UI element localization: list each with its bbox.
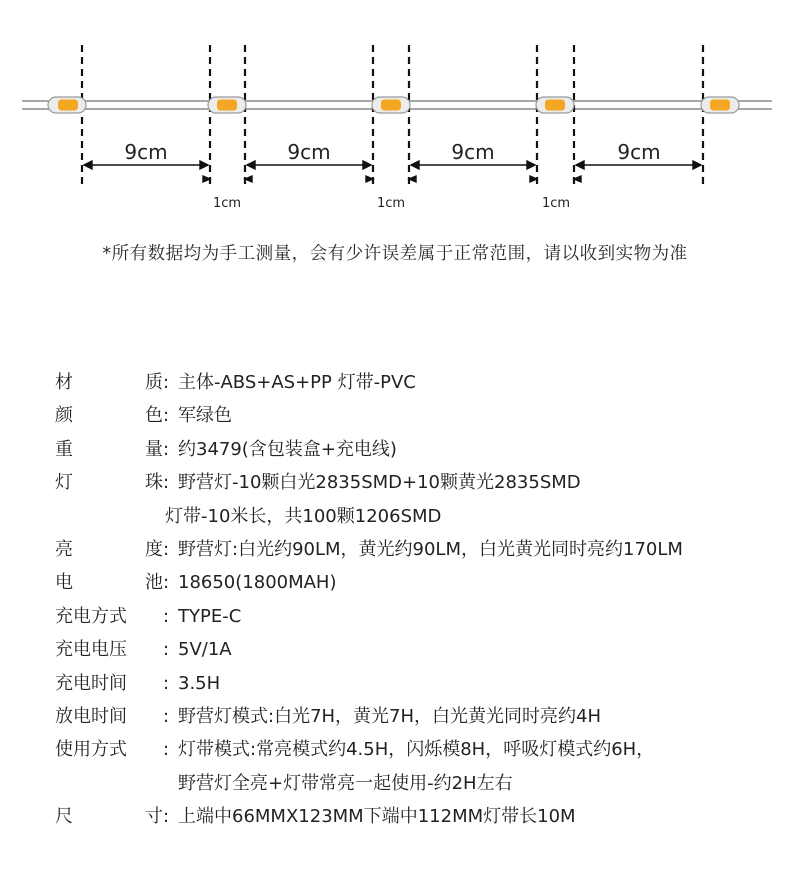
led-bead	[372, 97, 410, 113]
segment-label: 9cm	[124, 140, 168, 164]
spec-value: 野营灯模式:白光7H，黄光7H，白光黄光同时亮约4H	[178, 705, 602, 727]
spec-value: TYPE-C	[178, 605, 242, 627]
spec-list	[55, 366, 785, 833]
spec-row-size: 尺 寸 : 上端中66MMX123MM下端中112MM灯带长10M	[55, 800, 785, 833]
spec-label: 电 池	[55, 572, 163, 594]
spec-row-charge-time: 充电时间 : 3.5H	[55, 667, 785, 700]
led-bead	[208, 97, 246, 113]
spec-row-charge-method: 充电方式 : TYPE-C	[55, 600, 785, 633]
spec-value: 灯带模式:常亮模式约4.5H，闪烁模8H，呼吸灯模式约6H，	[178, 739, 655, 761]
spec-value: 5V/1A	[178, 639, 232, 661]
spec-row-battery: 电 池 : 18650(1800MAH)	[55, 566, 785, 599]
spec-label: 充电方式	[55, 605, 127, 627]
guide-lines	[82, 45, 703, 185]
gap-label: 1cm	[212, 196, 242, 211]
spec-value: 上端中66MMX123MM下端中112MM灯带长10M	[178, 806, 576, 828]
spec-label: 灯 珠	[55, 472, 163, 494]
spec-row-usage: 使用方式 : 灯带模式:常亮模式约4.5H，闪烁模8H，呼吸灯模式约6H，	[55, 733, 785, 766]
spec-value: 军绿色	[178, 405, 232, 427]
spec-row-weight: 重 量 : 约3479(含包装盒+充电线)	[55, 433, 785, 466]
spec-label: 亮 度	[55, 538, 163, 560]
spec-value: 18650(1800MAH)	[178, 572, 337, 594]
spec-label: 颜 色	[55, 405, 163, 427]
spec-value: 灯带-10米长，共100颗1206SMD	[165, 505, 442, 527]
spec-label: 材 质	[55, 372, 163, 393]
gap-arrows	[203, 176, 581, 182]
led-beads	[48, 97, 739, 113]
spec-value: 主体-ABS+AS+PP 灯带-PVC	[178, 372, 416, 393]
gap-label: 1cm	[376, 196, 406, 211]
spec-row-usage-cont	[55, 767, 785, 800]
spec-value: 野营灯全亮+灯带常亮一起使用-约2H左右	[178, 772, 513, 794]
spec-label: 放电时间	[55, 705, 127, 727]
spec-row-brightness: 亮 度 : 野营灯:白光约90LM，黄光约90LM，白光黄光同时亮约170LM	[55, 533, 785, 566]
measurement-note: *所有数据均为手工测量，会有少许误差属于正常范围，请以收到实物为准	[102, 244, 688, 264]
led-bead	[701, 97, 739, 113]
segment-label: 9cm	[287, 140, 331, 164]
spec-row-color: 颜 色 : 军绿色	[55, 399, 785, 432]
segment-label: 9cm	[451, 140, 495, 164]
spec-row-discharge-time: 放电时间 : 野营灯模式:白光7H，黄光7H，白光黄光同时亮约4H	[55, 700, 785, 733]
spec-value: 约3479(含包装盒+充电线)	[178, 438, 397, 460]
spec-row-charge-voltage: 充电电压 : 5V/1A	[55, 633, 785, 666]
led-bead	[48, 97, 86, 113]
spec-value: 3.5H	[178, 672, 221, 694]
led-bead	[536, 97, 574, 113]
segment-label: 9cm	[617, 140, 661, 164]
spec-label: 充电电压	[55, 639, 127, 661]
spec-label: 充电时间	[55, 672, 127, 694]
segment-arrows	[84, 161, 701, 169]
spec-row-beads: 灯 珠 : 野营灯-10颗白光2835SMD+10颗黄光2835SMD	[55, 466, 785, 499]
led-strip-diagram	[0, 0, 790, 225]
gap-label: 1cm	[541, 196, 571, 211]
spec-value: 野营灯:白光约90LM，黄光约90LM，白光黄光同时亮约170LM	[178, 538, 683, 560]
spec-label: 使用方式	[55, 739, 127, 761]
spec-row-material: 材 质 : 主体-ABS+AS+PP 灯带-PVC	[55, 366, 785, 399]
spec-row-beads-cont	[55, 500, 785, 533]
spec-value: 野营灯-10颗白光2835SMD+10颗黄光2835SMD	[178, 472, 581, 494]
spec-label: 重 量	[55, 438, 163, 460]
spec-label: 尺 寸	[55, 806, 163, 828]
